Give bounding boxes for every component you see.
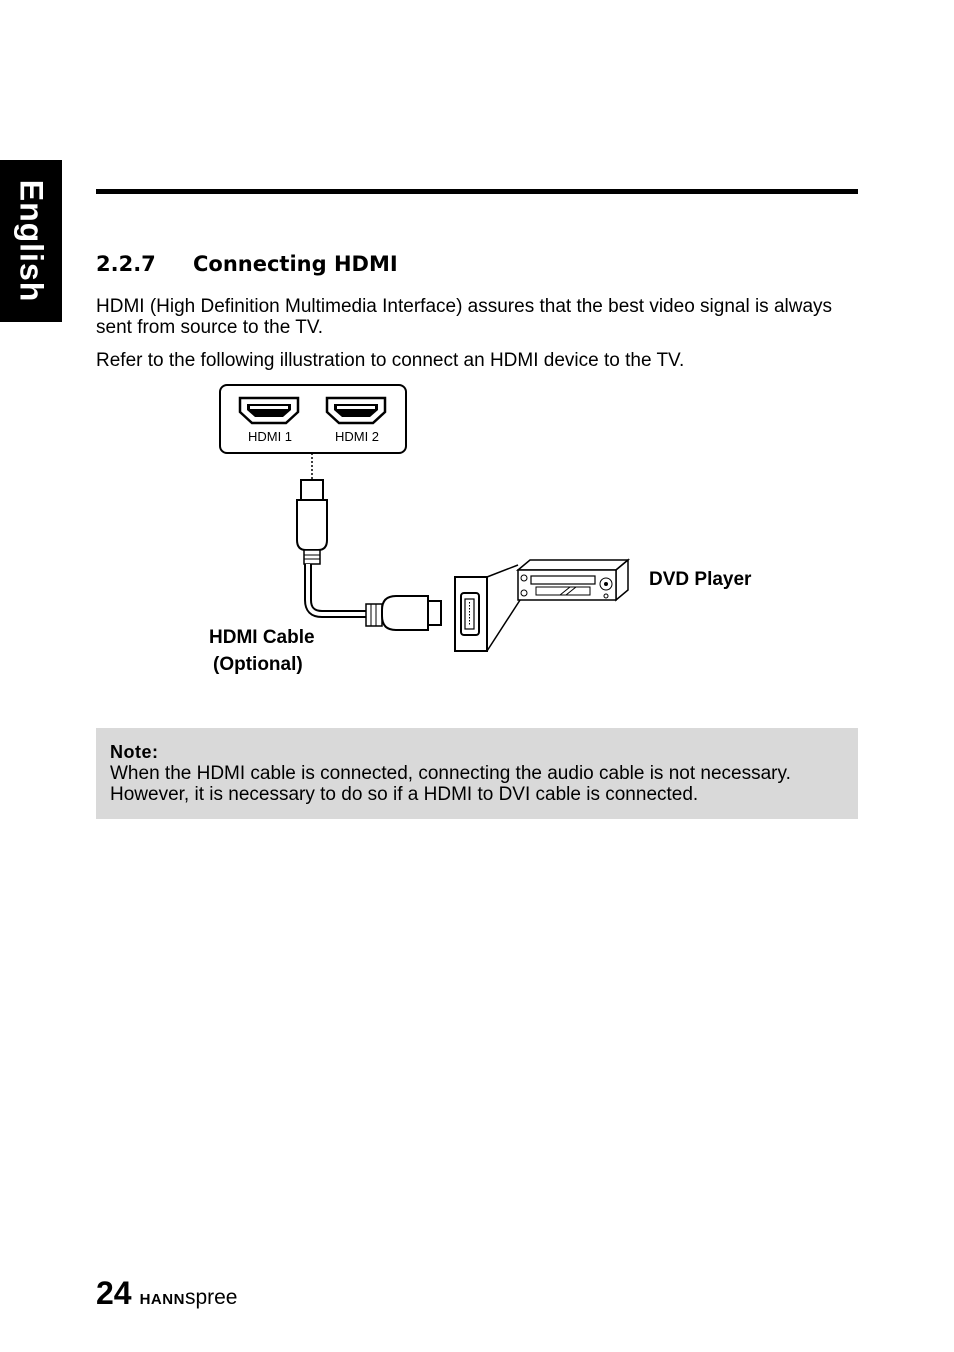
note-text: When the HDMI cable is connected, connecting the audio cable is not necessary. However, it is necessary to do so if a HDMI to DVI cable is connected. [110,763,791,805]
tv-hdmi-panel [220,385,406,453]
note-title: Note: [110,742,159,762]
note-box [96,728,858,819]
hdmi-port-2-icon [327,398,385,423]
section-number: 2.2.7 [96,252,156,276]
hdmi-cable-icon [297,480,441,630]
language-tab-label: English [13,179,50,303]
brand-logo-light: spree [184,1286,238,1309]
section-title: Connecting HDMI [193,252,398,276]
page-number: 24 [96,1275,132,1311]
intro-paragraph: HDMI (High Definition Multimedia Interface) assures that the best video signal is always sent from source to the TV. [96,296,833,338]
dvd-hdmi-port-icon [455,565,522,651]
hdmi-cable-optional-label: (Optional) [213,654,303,675]
dvd-player-label: DVD Player [649,569,752,590]
brand-logo-bold: HANN [139,1291,185,1308]
instruction-paragraph: Refer to the following illustration to connect an HDMI device to the TV. [96,350,685,371]
hdmi-cable-label: HDMI Cable [209,627,315,648]
hdmi-port-2-label: HDMI 2 [334,429,380,444]
hdmi-port-1-icon [240,398,298,423]
hdmi-port-1-label: HDMI 1 [247,429,293,444]
dvd-player-icon [518,560,628,600]
brand-logo [140,1286,238,1309]
page-footer [96,1275,237,1312]
